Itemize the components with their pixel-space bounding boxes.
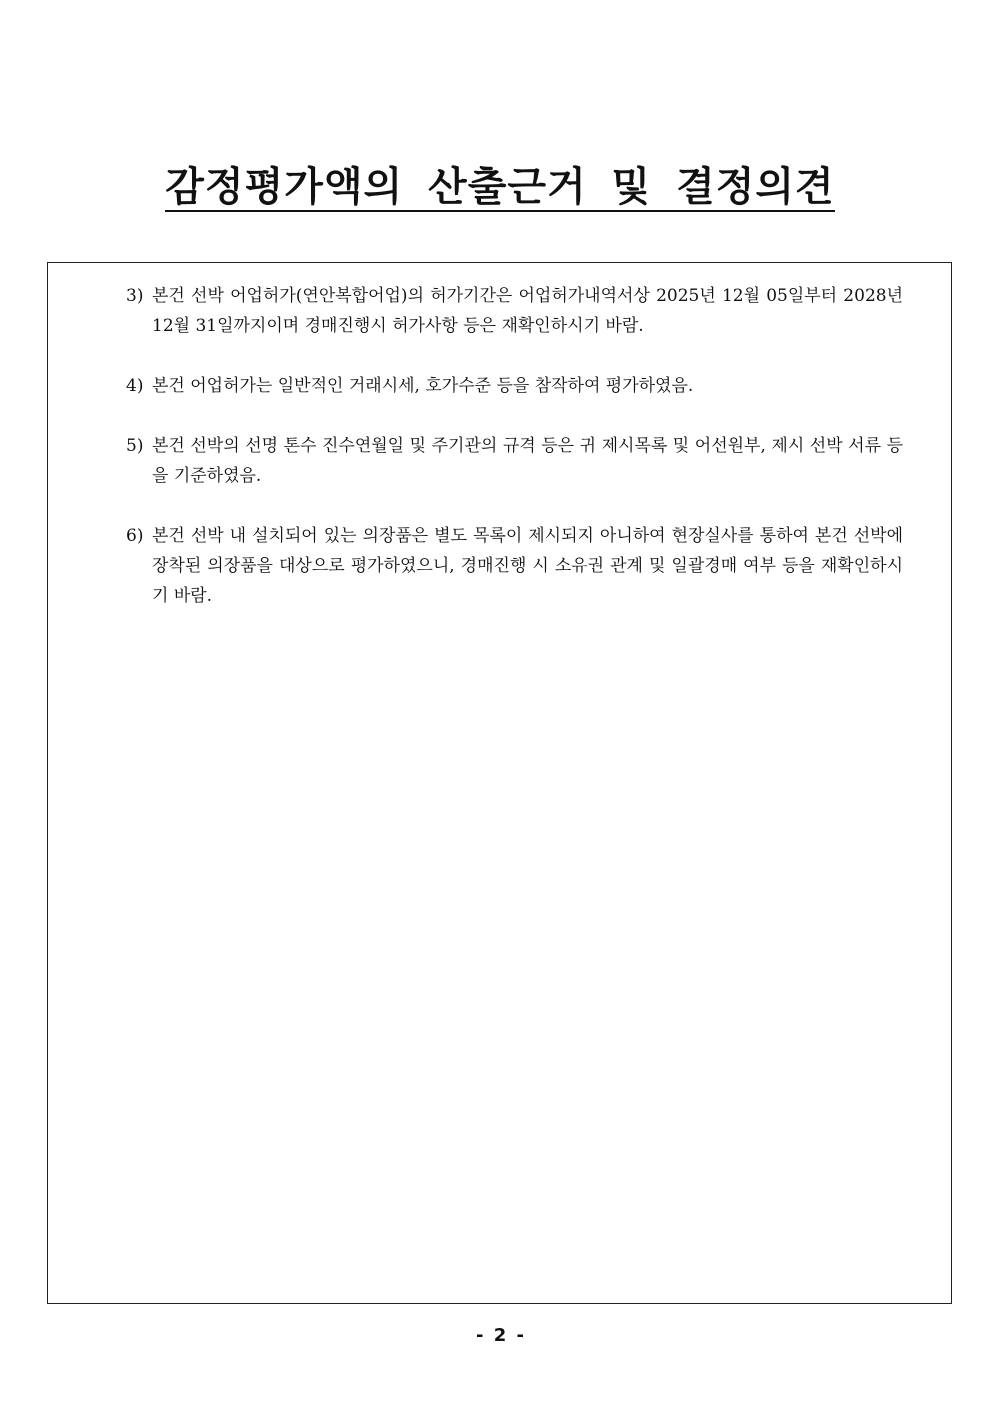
item-number: 5) — [126, 436, 144, 456]
page-title-text: 감정평가액의 산출근거 및 결정의견 — [165, 164, 835, 210]
list-item — [126, 371, 903, 401]
item-number: 6) — [126, 526, 144, 546]
item-text: 본건 어업허가는 일반적인 거래시세, 호가수준 등을 참작하여 평가하였음. — [152, 376, 694, 396]
list-item — [126, 281, 903, 341]
content-box — [47, 262, 952, 1304]
list-item — [126, 521, 903, 611]
item-text: 본건 선박 어업허가(연안복합어업)의 허가기간은 어업허가내역서상 2025년 12월 05일부터 2028년 12월 31일까지이며 경매진행시 허가사항 등은 재확인하시기 바람. — [152, 286, 903, 336]
opinion-list — [126, 281, 903, 641]
item-number: 3) — [126, 286, 144, 306]
page-title — [0, 158, 1000, 216]
item-text: 본건 선박의 선명 톤수 진수연월일 및 주기관의 규격 등은 귀 제시목록 및 어선원부, 제시 선박 서류 등을 기준하였음. — [152, 436, 903, 486]
page-number: - 2 - — [476, 1325, 524, 1346]
list-item — [126, 431, 903, 491]
item-number: 4) — [126, 376, 144, 396]
item-text: 본건 선박 내 설치되어 있는 의장품은 별도 목록이 제시되지 아니하여 현장실사를 통하여 본건 선박에 장착된 의장품을 대상으로 평가하였으니, 경매진행 시 소유권 관계 및 일괄경매 여부 등을 재확인하시기 바람. — [152, 526, 903, 606]
